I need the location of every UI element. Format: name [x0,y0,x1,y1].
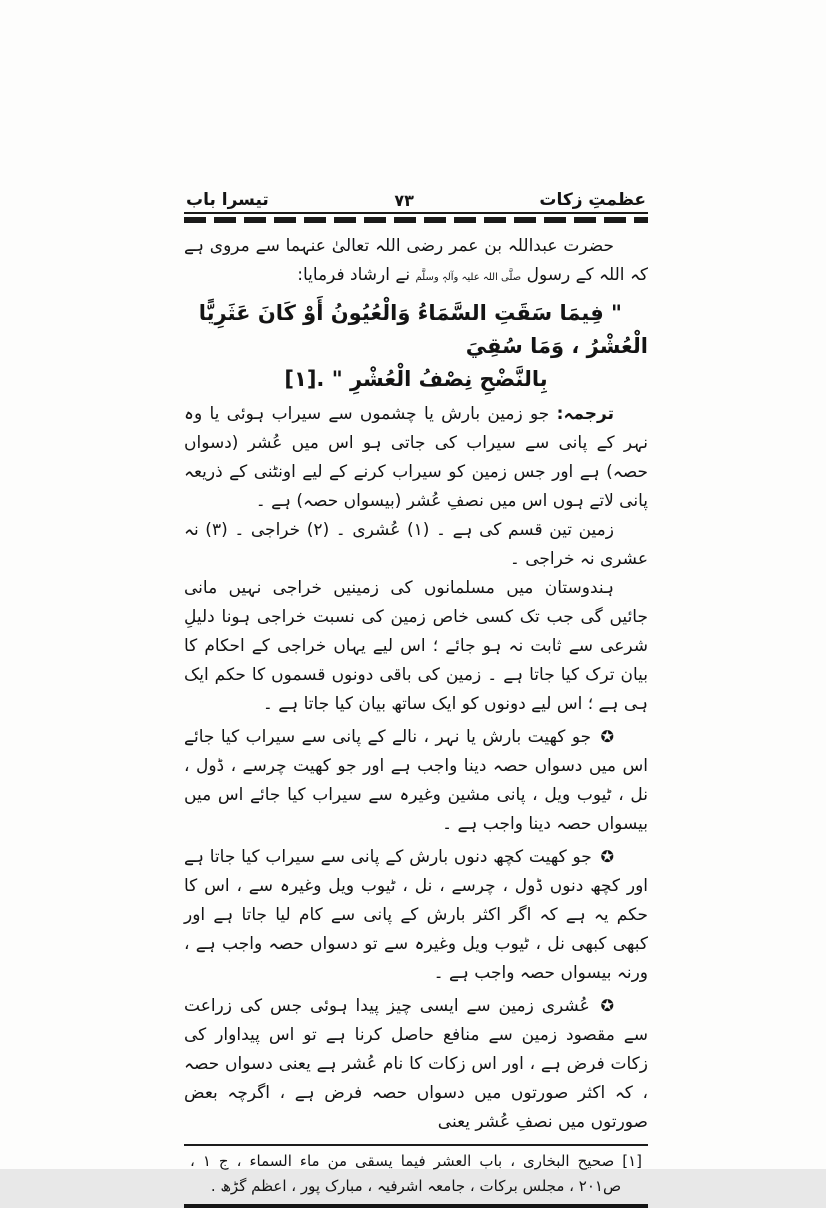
translation-paragraph [184,400,648,516]
hadith-line-2: بِالنَّضْحِ نِصْفُ الْعُشْرِ " .[۱] [284,367,548,391]
translation-label: ترجمہ: [556,404,615,424]
chapter-title: تیسرا باب [186,190,269,210]
translation-text: جو زمین بارش یا چشموں سے سیراب ہوئی یا وہ نہر کے پانی سے سیراب کی جاتی ہو اس میں عُشر (دسواں حصہ) ہے اور جس زمین کو سیراب کرنے کے لیے اونٹنی کے ذریعہ پانی لاتے ہوں اس میں نصفِ عُشر (بیسواں حصہ) ہے ۔ [184,404,648,511]
salawat-ligature: صلَّی اللہ علیہ وآلہٖ وسلَّم [415,272,522,283]
ornament-bullet-icon: ✪ [600,996,615,1015]
ornament-bullet-icon: ✪ [600,847,614,866]
land-types-line: زمین تین قسم کی ہے ۔ (۱) عُشری ۔ (۲) خراجی ۔ (۳) نہ عشری نہ خراجی ۔ [184,520,648,569]
hadith-arabic [184,297,648,396]
header-rule-thin [184,212,648,214]
page-number: ۷۳ [394,191,414,210]
hindustan-paragraph: ہندوستان میں مسلمانوں کی زمینیں خراجی نہیں مانی جائیں گی جب تک کسی خاص زمین کی نسبت خراجی ہونا دلیلِ شرعی سے ثابت نہ ہو جائے ؛ اس لیے یہاں خراجی کے احکام کا بیان ترک کیا جاتا ہے ۔ زمین کی باقی دونوں قسموں کا حکم ایک ہی ہے ؛ اس لیے دونوں کو ایک ساتھ بیان کیا جاتا ہے ۔ [184,578,648,714]
footnote-citation: [۱] صحیح البخاری ، باب العشر فیما یسقی من ماء السماء ، ج ۱ ، ص۲۰۱ ، مجلس برکات ، جامعہ اشرفیہ ، مبارک پور ، اعظم گڑھ . [190,1152,642,1195]
hadith-line-1: " فِيمَا سَقَتِ السَّمَاءُ وَالْعُيُونُ أَوْ كَانَ عَثَرِيًّا الْعُشْرُ ، وَمَا سُقِيَ [198,301,648,358]
intro-paragraph [184,232,648,292]
bullet-paragraph-2 [184,842,648,988]
header-rule-dashed [184,217,648,223]
page-header [184,190,648,212]
bullet-1-text: جو کھیت بارش یا نہر ، نالے کے پانی سے سیراب کیا جائے اس میں دسواں حصہ دینا واجب ہے اور جو کھیت چرسے ، ڈول ، نل ، ٹیوب ویل ، پانی مشین وغیرہ سے سیراب کیا جائے اس میں بیسواں حصہ دینا واجب ہے ۔ [184,727,648,834]
ornament-bullet-icon: ✪ [600,727,614,746]
footnote-separator-rule [184,1144,648,1146]
text-column [184,190,648,1208]
intro-text-pre: حضرت عبداللہ بن عمر رضی اللہ تعالیٰ عنہما سے مروی ہے کہ اللہ کے رسول [184,236,648,285]
bullet-3-text: عُشری زمین سے ایسی چیز پیدا ہوئی جس کی زراعت سے مقصود زمین سے منافع حاصل کرنا ہے تو اس پیداوار کی زکات فرض ہے ، اور اس زکات کا نام عُشر ہے یعنی دسواں حصہ ، کہ اکثر صورتوں میں دسواں حصہ فرض ہے ، اگرچہ بعض صورتوں میں نصفِ عُشر یعنی [184,996,648,1132]
book-title: عظمتِ زکات [539,190,646,210]
bullet-paragraph-3 [184,991,648,1137]
intro-text-post: نے ارشاد فرمایا: [297,265,411,285]
bullet-paragraph-1 [184,722,648,839]
bottom-thick-rule [184,1204,648,1208]
bullet-2-text: جو کھیت کچھ دنوں بارش کے پانی سے سیراب کیا جاتا ہے اور کچھ دنوں ڈول ، چرسے ، نل ، ٹیوب ویل وغیرہ سے ، اس کا حکم یہ ہے کہ اگر اکثر بارش کے پانی سے کام لیا جاتا ہے اور کبھی کبھی نل ، ٹیوب ویل وغیرہ سے تو دسواں حصہ واجب ہے ، ورنہ بیسواں حصہ واجب ہے ۔ [184,847,648,983]
